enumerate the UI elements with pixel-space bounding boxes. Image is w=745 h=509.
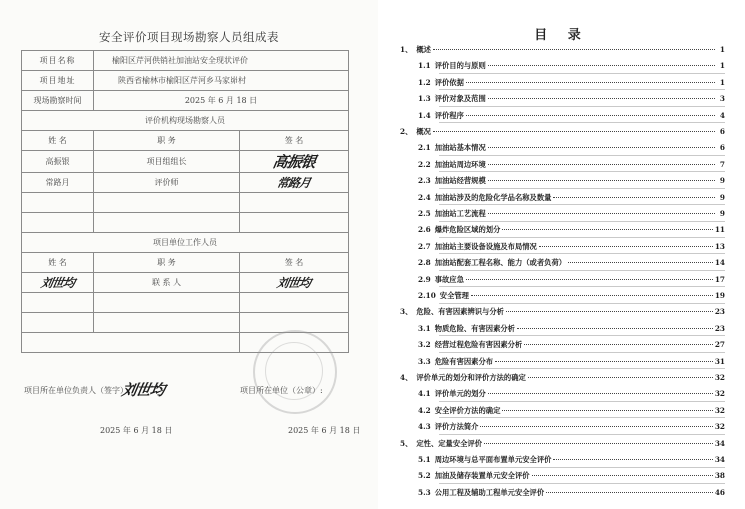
toc-entry-number: 2.3 — [418, 176, 431, 186]
toc-entry-page: 13 — [714, 241, 725, 251]
toc-entry-number: 3.3 — [418, 356, 431, 366]
handwritten-signature: 高振银 — [271, 153, 317, 171]
toc-entry-number: 3.2 — [418, 340, 431, 350]
toc-leader-dots — [433, 49, 715, 50]
toc-section-entry — [418, 111, 725, 121]
staff-role: 项目组组长 — [94, 151, 240, 173]
toc-entry-page: 23 — [714, 323, 725, 333]
toc-leader-dots — [488, 393, 713, 394]
toc-leader-dots — [488, 147, 715, 148]
handwritten-signature: 刘世均 — [276, 276, 312, 290]
project-address-value: 陕西省榆林市榆阳区芹河乡马家峁村 — [94, 71, 349, 91]
toc-entry-page: 9 — [719, 176, 725, 186]
toc-entry-number: 5.3 — [418, 487, 431, 497]
toc-entry-page: 23 — [714, 307, 725, 317]
toc-entry-number: 2.10 — [418, 291, 436, 300]
toc-chapter-entry — [400, 373, 725, 383]
toc-entry-number: 2.9 — [418, 274, 431, 284]
toc-entry-page: 34 — [714, 438, 725, 448]
toc-entry-page: 14 — [714, 258, 725, 268]
official-seal-inner-ring — [265, 342, 323, 400]
project-address-label: 项目地址 — [22, 71, 94, 91]
toc-entry-page: 27 — [714, 340, 725, 350]
toc-entry-number: 5.1 — [418, 455, 431, 464]
toc-chapter-entry — [400, 307, 725, 317]
toc-entry-label: 定性、定量安全评价 — [416, 438, 483, 448]
toc-row-divider — [439, 483, 725, 484]
toc-entry-number: 2.2 — [418, 159, 431, 169]
toc-title: 目 录 — [534, 28, 589, 43]
toc-entry-label: 爆炸危险区域的划分 — [434, 225, 501, 235]
toc-section-entry — [418, 389, 725, 399]
col-sign-header: 签 名 — [240, 131, 349, 151]
empty-row — [22, 293, 349, 313]
toc-entry-number: 2.1 — [418, 143, 431, 153]
unit-seal-label: 项目所在单位（公章）: — [240, 386, 323, 395]
toc-row-divider — [439, 417, 725, 418]
toc-row-divider — [439, 303, 725, 304]
toc-row-divider — [439, 253, 725, 254]
toc-leader-dots — [495, 361, 713, 362]
toc-leader-dots — [466, 279, 713, 280]
unit-section-heading: 项目单位工作人员 — [22, 233, 349, 253]
toc-entry-number: 4.2 — [418, 405, 431, 415]
toc-row-divider — [439, 335, 725, 336]
toc-entry-page: 6 — [719, 143, 725, 153]
toc-section-entry — [418, 209, 725, 219]
toc-entry-page: 46 — [714, 487, 725, 497]
survey-time-label: 现场勘察时间 — [22, 91, 94, 111]
toc-entry-number: 5.2 — [418, 471, 431, 481]
toc-section-entry — [418, 258, 725, 268]
toc-entry-number: 5、 — [400, 438, 413, 448]
agency-section-row — [22, 111, 349, 131]
toc-entry-label: 加油站工艺流程 — [434, 209, 486, 218]
agency-section-heading: 评价机构现场勘察人员 — [22, 111, 349, 131]
toc-entry-label: 加油站周边环境 — [434, 159, 486, 169]
responsible-signature: 刘世均 — [120, 381, 166, 399]
toc-row-divider — [439, 188, 725, 189]
toc-entry-page: 9 — [719, 192, 725, 202]
toc-section-entry — [418, 193, 725, 203]
toc-chapter-entry — [400, 45, 725, 55]
toc-entry-page: 32 — [714, 373, 725, 382]
toc-entry-page: 19 — [714, 291, 725, 300]
toc-entry-label: 经营过程危险有害因素分析 — [434, 340, 523, 350]
toc-section-entry — [418, 94, 725, 104]
toc-leader-dots — [506, 311, 713, 312]
toc-entry-number: 2.5 — [418, 209, 431, 218]
toc-entry-number: 1.4 — [418, 110, 431, 120]
toc-section-entry — [418, 406, 725, 416]
agency-staff-row — [22, 173, 349, 193]
toc-row-divider — [439, 237, 725, 238]
toc-entry-label: 加油站主要设备设施及布局情况 — [434, 241, 537, 251]
toc-row-divider — [439, 270, 725, 271]
toc-row-divider — [439, 221, 725, 222]
toc-entry-label: 安全评价方法的确定 — [434, 405, 501, 415]
toc-leader-dots — [528, 377, 713, 378]
toc-leader-dots — [553, 197, 715, 198]
toc-entry-page: 7 — [719, 159, 725, 169]
toc-section-entry — [418, 422, 725, 432]
toc-leader-dots — [524, 344, 713, 345]
toc-leader-dots — [553, 459, 712, 460]
toc-section-entry — [418, 78, 725, 88]
handwritten-signature: 常路月 — [276, 176, 312, 190]
toc-leader-dots — [502, 229, 712, 230]
toc-entry-page: 9 — [719, 209, 725, 218]
toc-chapter-entry — [400, 439, 725, 449]
toc-entry-label: 周边环境与总平面布置单元安全评价 — [434, 455, 552, 464]
toc-leader-dots — [488, 98, 715, 99]
toc-entry-label: 评价单元的划分和评价方法的确定 — [416, 373, 526, 382]
project-name-value: 榆阳区芹河供销社加油站安全现状评价 — [94, 51, 349, 71]
toc-entry-page: 1 — [719, 45, 725, 54]
toc-row-divider — [439, 106, 725, 107]
toc-entry-label: 评价对象及范围 — [434, 94, 486, 104]
toc-entry-number: 1、 — [400, 45, 413, 54]
toc-leader-dots — [539, 246, 713, 247]
toc-entry-number: 1.1 — [418, 61, 431, 71]
toc-leader-dots — [546, 492, 713, 493]
toc-entry-label: 公用工程及辅助工程单元安全评价 — [434, 487, 545, 497]
project-name-label: 项目名称 — [22, 51, 94, 71]
toc-section-entry — [418, 324, 725, 334]
toc-entry-page: 34 — [714, 455, 725, 464]
survey-time-row — [22, 91, 349, 111]
toc-entry-page: 6 — [719, 127, 725, 136]
toc-entry-page: 32 — [714, 422, 725, 432]
signoff-date: 2025 年 6 月 18 日 — [100, 426, 173, 435]
toc-leader-dots — [488, 213, 715, 214]
toc-entry-page: 32 — [714, 389, 725, 399]
toc-section-entry — [418, 61, 725, 71]
empty-row — [22, 193, 349, 213]
toc-entry-label: 加油站经营规模 — [434, 176, 486, 186]
toc-section-entry — [418, 160, 725, 170]
toc-entry-number: 2.4 — [418, 192, 431, 202]
toc-entry-page: 4 — [719, 110, 725, 120]
toc-entry-number: 4.1 — [418, 389, 431, 399]
toc-row-divider — [439, 286, 725, 287]
toc-entry-number: 4、 — [400, 373, 413, 382]
toc-leader-dots — [488, 164, 715, 165]
toc-leader-dots — [433, 131, 715, 132]
toc-entry-page: 32 — [714, 405, 725, 415]
unit-header-row — [22, 253, 349, 273]
toc-leader-dots — [488, 65, 715, 66]
toc-leader-dots — [471, 295, 713, 296]
staff-name — [22, 273, 94, 293]
staff-signature — [240, 151, 349, 173]
toc-entry-label: 危险、有害因素辨识与分析 — [416, 307, 504, 317]
staff-signature — [240, 273, 349, 293]
toc-entry-label: 加油站配套工程名称、能力（或者负荷） — [434, 258, 567, 268]
toc-leader-dots — [480, 426, 712, 427]
toc-row-divider — [439, 401, 725, 402]
staff-role: 评价师 — [94, 173, 240, 193]
col-name-header: 姓 名 — [22, 253, 94, 273]
toc-entry-number: 2.6 — [418, 225, 431, 235]
toc-entry-page: 1 — [719, 77, 725, 87]
toc-entry-label: 评价依据 — [434, 77, 464, 87]
responsible-signoff-cell — [22, 333, 240, 435]
staff-signature — [240, 173, 349, 193]
toc-section-entry — [418, 488, 725, 498]
toc-row-divider — [439, 204, 725, 205]
toc-entry-number: 3.1 — [418, 323, 431, 333]
toc-row-divider — [439, 467, 725, 468]
staff-role: 联 系 人 — [94, 273, 240, 293]
toc-entry-page: 38 — [714, 471, 725, 481]
col-sign-header: 签 名 — [240, 253, 349, 273]
toc-section-entry — [418, 471, 725, 481]
toc-section-entry — [418, 275, 725, 285]
toc-leader-dots — [517, 328, 713, 329]
col-role-header: 职 务 — [94, 131, 240, 151]
toc-leader-dots — [466, 115, 715, 116]
toc-leader-dots — [568, 262, 713, 263]
toc-entry-page: 1 — [719, 61, 725, 71]
toc-entry-number: 2、 — [400, 127, 413, 136]
page-title: 安全评价项目现场勘察人员组成表 — [99, 30, 279, 44]
toc-row-divider — [439, 171, 725, 172]
toc-entry-number: 2.7 — [418, 241, 431, 251]
table-of-contents-page — [378, 0, 745, 509]
toc-section-entry — [418, 291, 725, 301]
toc-entry-label: 安全管理 — [439, 291, 469, 300]
toc-entry-label: 评价单元的划分 — [434, 389, 486, 399]
toc-section-entry — [418, 455, 725, 465]
toc-entry-label: 概况 — [416, 127, 431, 136]
toc-row-divider — [439, 122, 725, 123]
toc-section-entry — [418, 225, 725, 235]
toc-section-entry — [418, 176, 725, 186]
toc-section-entry — [418, 340, 725, 350]
toc-entry-label: 事故应急 — [434, 274, 464, 284]
seal-date: 2025 年 6 月 18 日 — [288, 426, 361, 435]
toc-row-divider — [439, 434, 725, 435]
toc-entry-label: 危险有害因素分布 — [434, 356, 494, 366]
toc-row-divider — [439, 89, 725, 90]
toc-entry-number: 2.8 — [418, 258, 431, 268]
project-name-row — [22, 51, 349, 71]
project-address-row — [22, 71, 349, 91]
toc-leader-dots — [484, 443, 713, 444]
toc-entry-label: 评价方法简介 — [434, 422, 479, 432]
toc-entry-number: 1.2 — [418, 77, 431, 87]
toc-entry-label: 加油及储存装置单元安全评价 — [434, 471, 530, 481]
toc-entry-label: 物质危险、有害因素分析 — [434, 323, 515, 333]
survey-personnel-table — [21, 50, 361, 435]
toc-entry-number: 1.3 — [418, 94, 431, 104]
responsible-label: 项目所在单位负责人（签字）: — [24, 386, 131, 395]
toc-leader-dots — [466, 82, 715, 83]
toc-section-entry — [418, 357, 725, 367]
empty-row — [22, 213, 349, 233]
agency-staff-row — [22, 151, 349, 173]
toc-entry-number: 4.3 — [418, 422, 431, 432]
toc-leader-dots — [532, 475, 713, 476]
toc-chapter-entry — [400, 127, 725, 137]
toc-entry-label: 加油站涉及的危险化学品名称及数量 — [434, 192, 552, 202]
toc-entry-page: 3 — [719, 94, 725, 104]
handwritten-name: 刘世均 — [39, 276, 76, 290]
toc-row-divider — [439, 352, 725, 353]
unit-section-row — [22, 233, 349, 253]
col-role-header: 职 务 — [94, 253, 240, 273]
toc-section-entry — [418, 242, 725, 252]
toc-row-divider — [439, 368, 725, 369]
unit-staff-row — [22, 273, 349, 293]
survey-time-value: 2025 年 6 月 18 日 — [94, 91, 349, 111]
toc-entry-page: 11 — [714, 225, 725, 235]
toc-entry-page: 31 — [714, 356, 725, 366]
toc-entry-label: 概述 — [416, 45, 431, 54]
toc-leader-dots — [488, 180, 715, 181]
toc-entry-label: 评价程序 — [434, 110, 464, 120]
toc-row-divider — [439, 155, 725, 156]
toc-entry-page: 17 — [714, 274, 725, 284]
toc-entry-label: 评价目的与原则 — [434, 61, 486, 71]
toc-row-divider — [439, 73, 725, 74]
toc-entry-label: 加油站基本情况 — [434, 143, 486, 153]
toc-entry-number: 3、 — [400, 307, 413, 317]
toc-section-entry — [418, 143, 725, 153]
staff-name: 常路月 — [22, 173, 94, 193]
toc-leader-dots — [502, 410, 712, 411]
agency-header-row — [22, 131, 349, 151]
col-name-header: 姓 名 — [22, 131, 94, 151]
staff-name: 高振银 — [22, 151, 94, 173]
